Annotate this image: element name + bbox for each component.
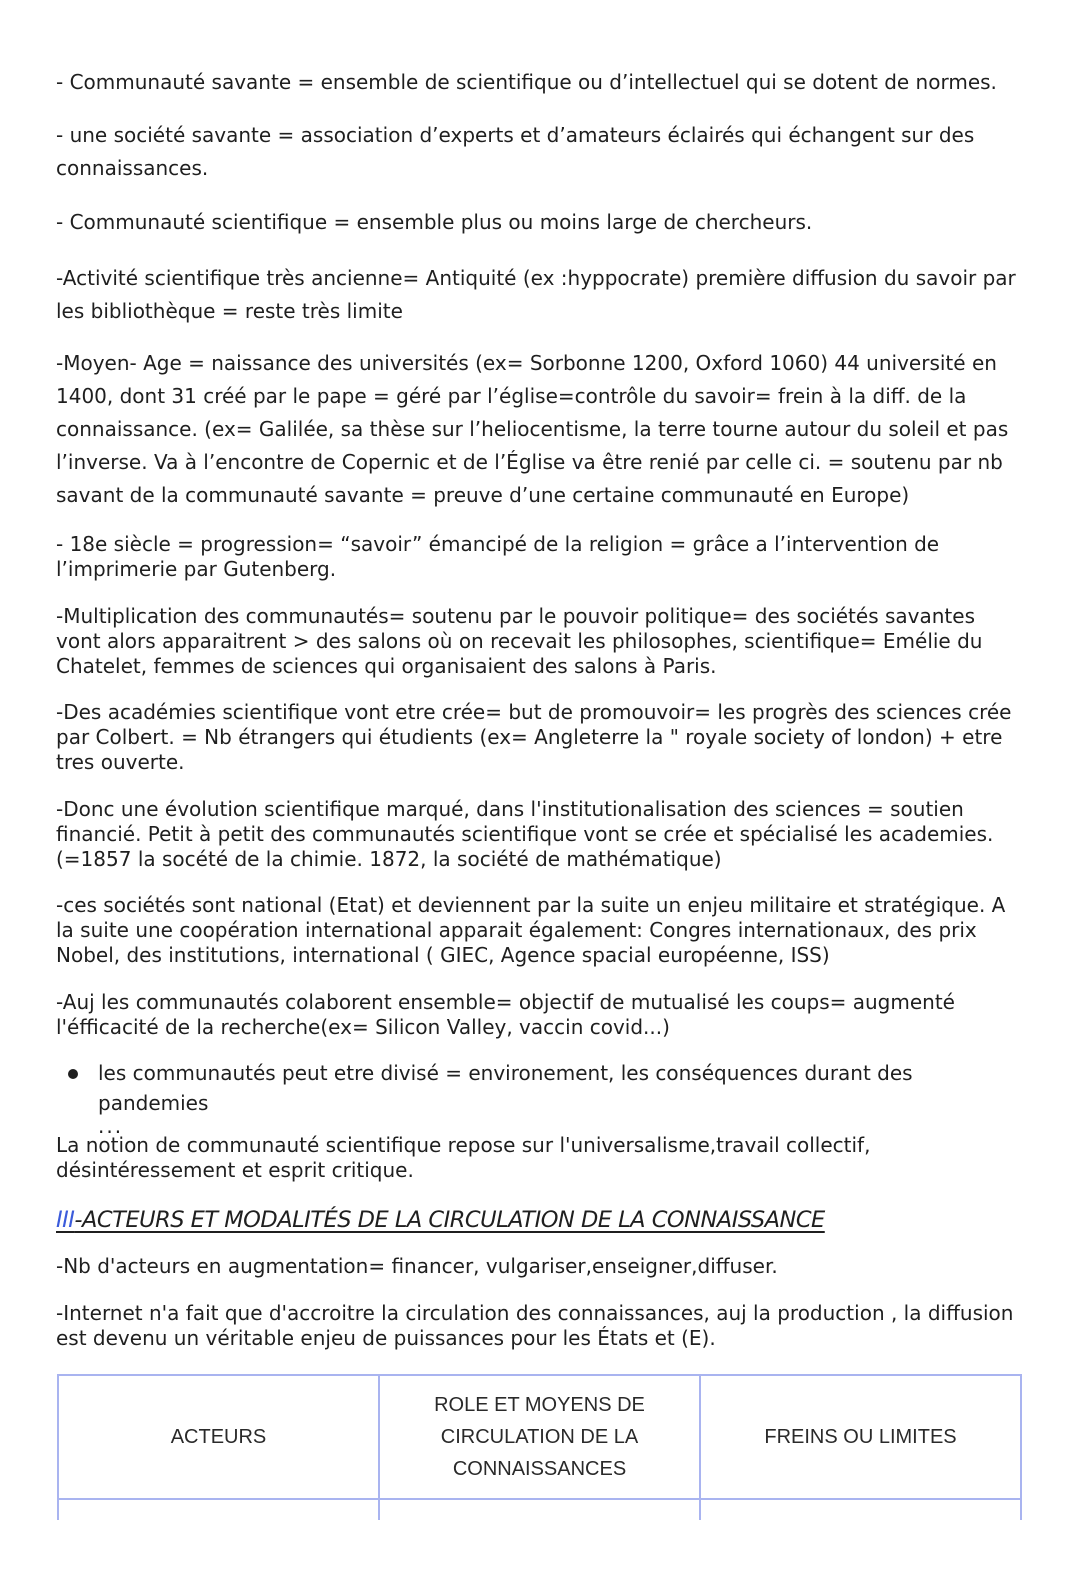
actors-table <box>57 1374 1022 1520</box>
paragraph-collaboration: -Auj les communautés colaborent ensemble= objectif de mutualisé les coups= augmenté l'éfficacité de la recherche(ex= Silicon Valley, vaccin covid...) <box>56 990 955 1039</box>
paragraph-societe-savante: - une société savante = association d’experts et d’amateurs éclairés qui échangent sur des connaissances. <box>56 123 975 180</box>
section-heading <box>56 1205 825 1235</box>
table-row <box>58 1499 1021 1520</box>
paragraph-communaute-savante: - Communauté savante = ensemble de scientifique ou d’intellectuel qui se dotent de normes. <box>56 70 997 94</box>
paragraph-18e-siecle: - 18e siècle = progression= “savoir” émancipé de la religion = grâce a l’intervention de l’imprimerie par Gutenberg. <box>56 532 940 581</box>
section-numeral: III <box>56 1207 75 1233</box>
bullet-item <box>68 1058 1024 1138</box>
paragraph-antiquite: -Activité scientifique très ancienne= Antiquité (ex :hyppocrate) première diffusion du savoir par les bibliothèque = reste très limite <box>56 266 1016 323</box>
table-header-freins: FREINS OU LIMITES <box>700 1375 1021 1499</box>
paragraph-multiplication: -Multiplication des communautés= soutenu par le pouvoir politique= des sociétés savantes vont alors apparaitrent > des salons où on recevait les philosophes, scientifique= Emélie du Chatelet, femmes de sciences qui organisaient des salons à Paris. <box>56 604 983 678</box>
paragraph-notion: La notion de communauté scientifique repose sur l'universalisme,travail collectif, désintéressement et esprit critique. <box>56 1133 871 1182</box>
table-cell <box>58 1499 379 1520</box>
bullet-text: les communautés peut etre divisé = environement, les conséquences durant des pandemies <box>98 1061 913 1115</box>
paragraph-internet: -Internet n'a fait que d'accroitre la circulation des connaissances, auj la production , la diffusion est devenu un véritable enjeu de puissances pour les États et (E). <box>56 1301 1014 1350</box>
table-cell <box>379 1499 700 1520</box>
paragraph-evolution: -Donc une évolution scientifique marqué, dans l'institutionalisation des sciences = soutien financié. Petit à petit des communautés scientifique vont se crée et spécialisé les academies. (=1857 la socété de la chimie. 1872, la société de mathématique) <box>56 797 994 871</box>
table-header-row <box>58 1375 1021 1499</box>
paragraph-societes-nationales: -ces sociétés sont national (Etat) et deviennent par la suite un enjeu militaire et stratégique. A la suite une coopération international apparait également: Congres internationaux, des prix Nobel, des institutions, international ( GIEC, Agence spacial européenne, ISS) <box>56 893 1006 967</box>
section-title: -ACTEURS ET MODALITÉS DE LA CIRCULATION DE LA CONNAISSANCE <box>74 1207 825 1233</box>
paragraph-acteurs: -Nb d'acteurs en augmentation= financer, vulgariser,enseigner,diffuser. <box>56 1254 778 1278</box>
paragraph-moyen-age: -Moyen- Age = naissance des universités (ex= Sorbonne 1200, Oxford 1060) 44 université en 1400, dont 31 créé par le pape = géré par l’église=contrôle du savoir= frein à la diff. de la connaissance. (ex= Galilée, sa thèse sur l’heliocentisme, la terre tourne autour du soleil et pas l’inverse. Va à l’encontre de Copernic et de l’Église va être renié par celle ci. = soutenu par nb savant de la communauté savante = preuve d’une certaine communauté en Europe) <box>56 351 1009 507</box>
table-header-role: ROLE ET MOYENS DE CIRCULATION DE LA CONNAISSANCES <box>379 1375 700 1499</box>
bullet-ellipsis: ... <box>98 1114 124 1138</box>
table-cell <box>700 1499 1021 1520</box>
paragraph-communaute-scientifique: - Communauté scientifique = ensemble plus ou moins large de chercheurs. <box>56 210 813 234</box>
paragraph-academies: -Des académies scientifique vont etre crée= but de promouvoir= les progrès des sciences crée par Colbert. = Nb étrangers qui étudients (ex= Angleterre la " royale society of london) + etre tres ouverte. <box>56 700 1012 774</box>
table-header-acteurs: ACTEURS <box>58 1375 379 1499</box>
bullet-dot-icon <box>68 1069 78 1079</box>
